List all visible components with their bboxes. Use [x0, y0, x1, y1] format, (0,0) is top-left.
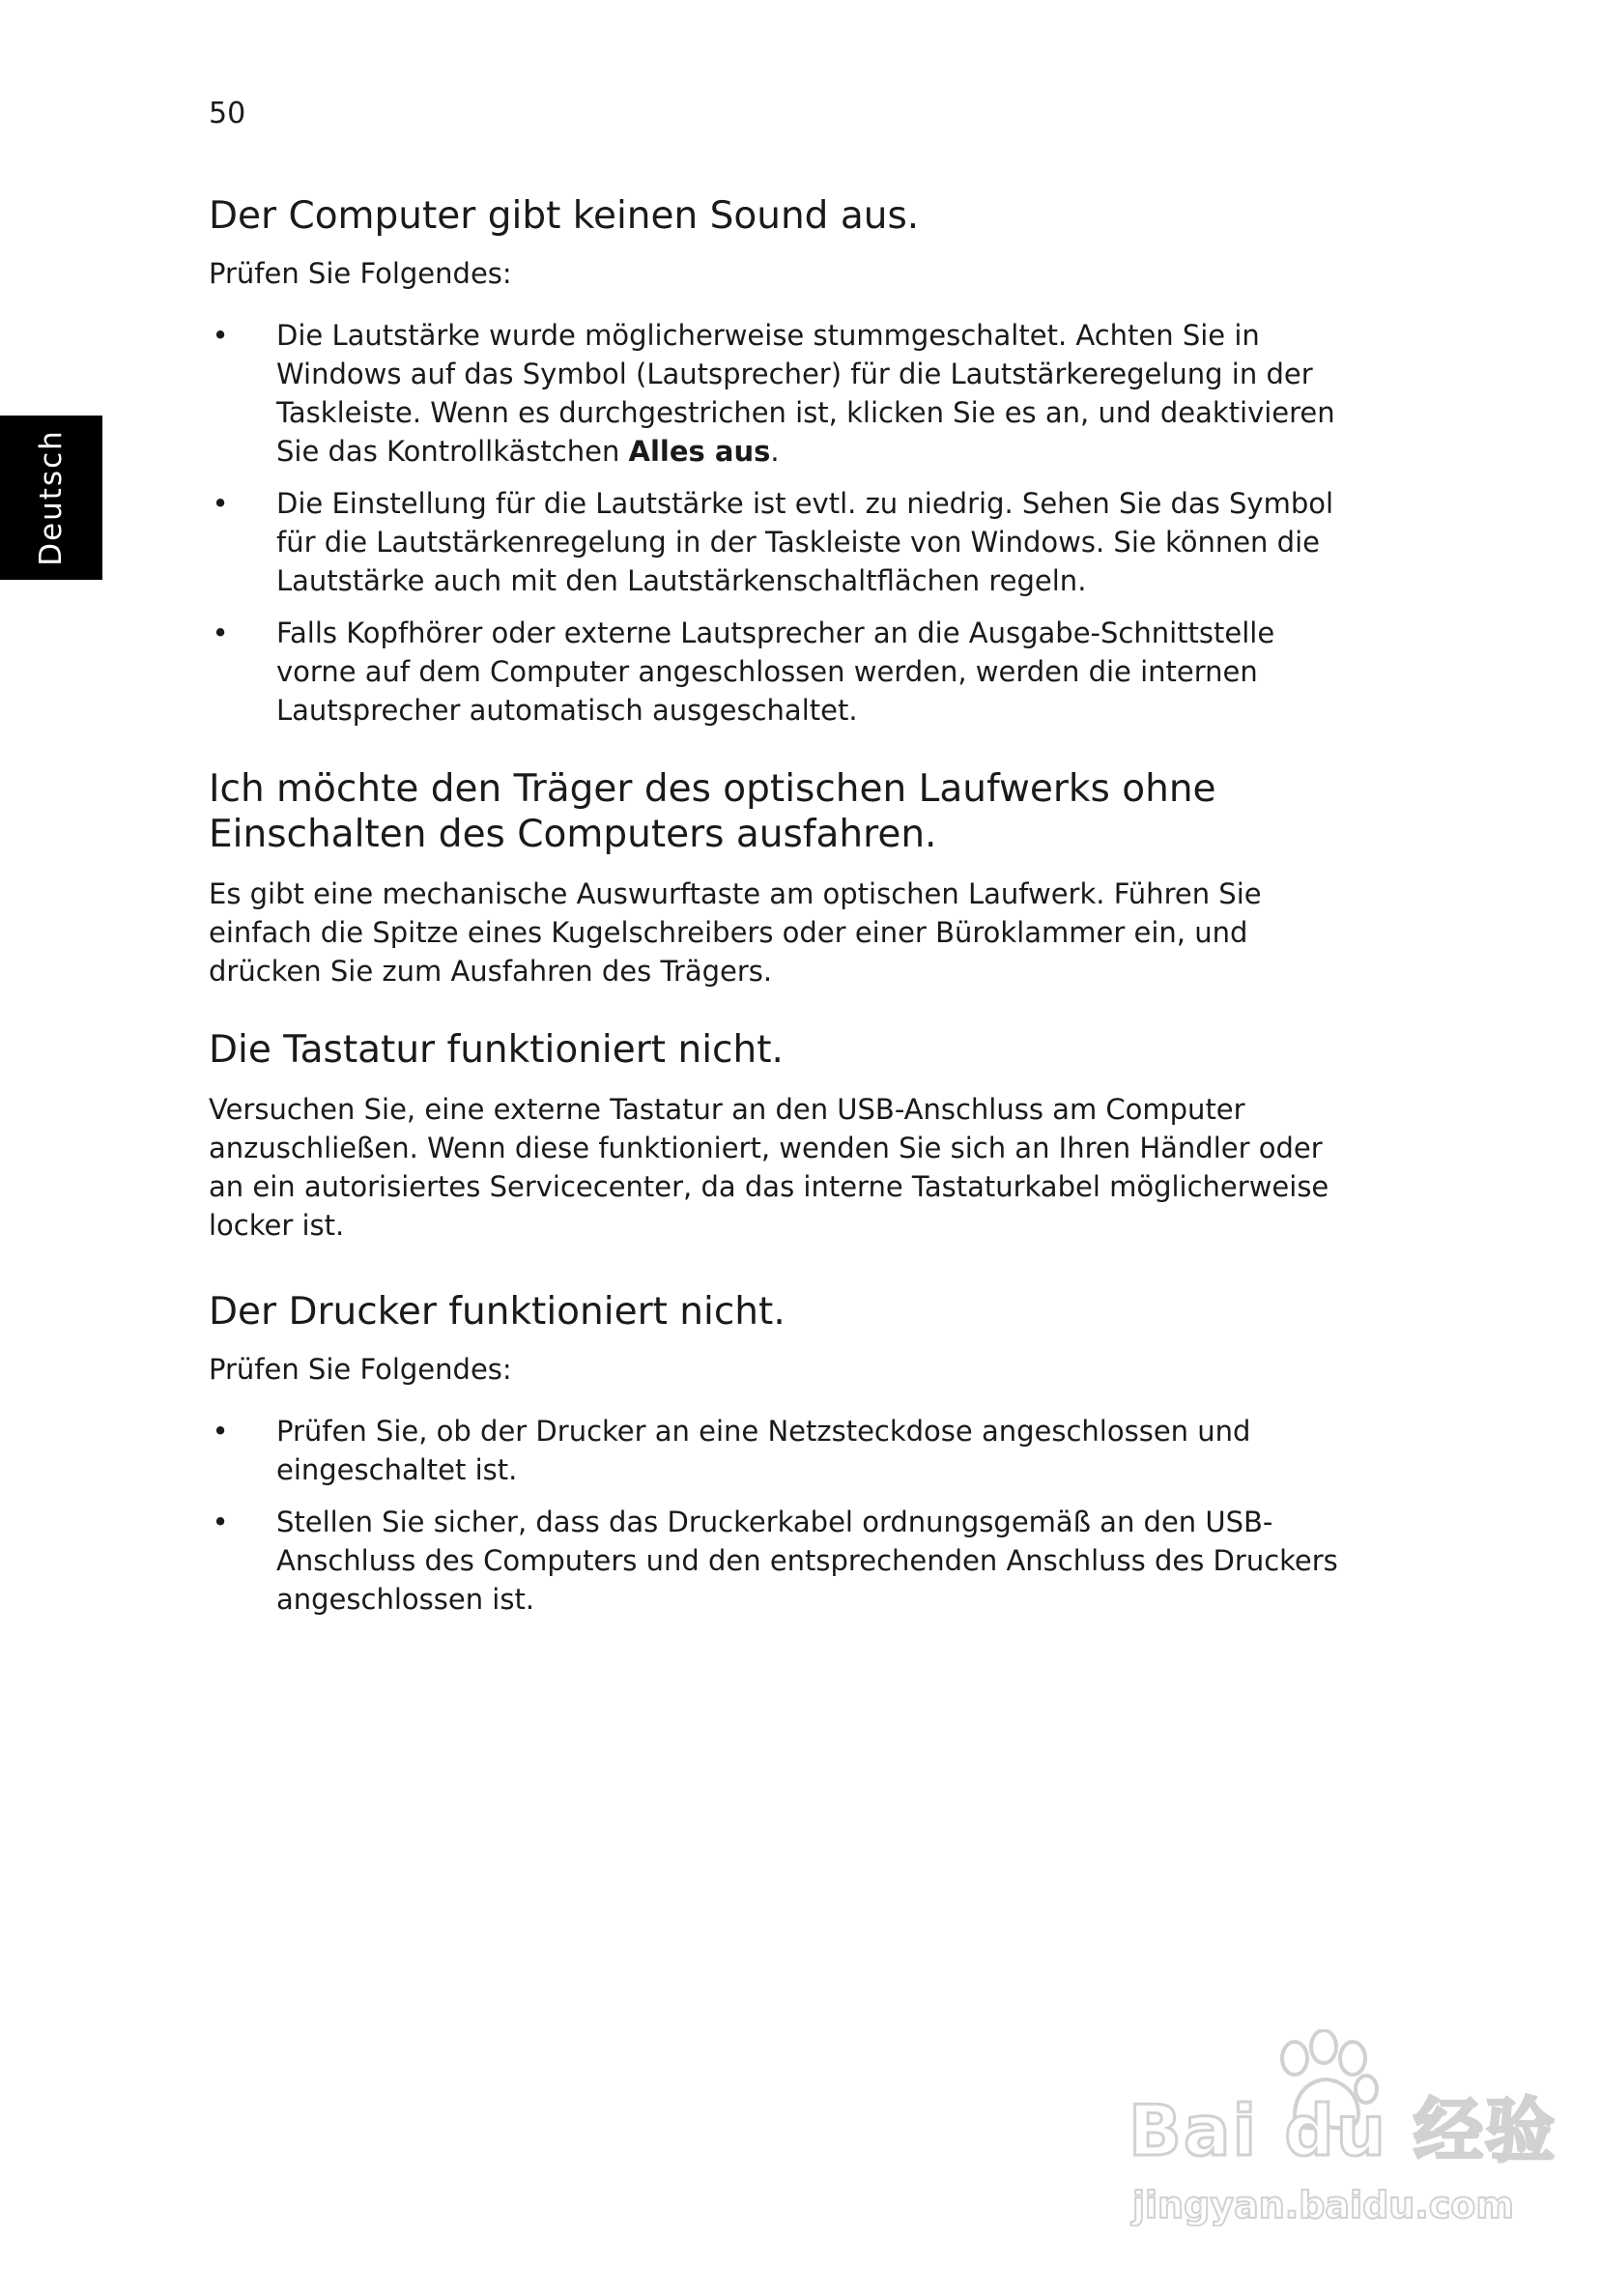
section-heading: Die Tastatur funktioniert nicht.: [209, 1028, 784, 1072]
page-content: [209, 193, 1349, 1632]
section-paragraph: Versuchen Sie, eine externe Tastatur an den USB-Anschluss am Computer anzuschließen. Wenn diese funktioniert, wenden Sie sich an Ihren Händler oder an ein autorisiertes Servicecenter, da das interne Tastaturkabel möglicherweise locker ist.: [209, 1093, 1329, 1242]
section-optical-drive: [209, 766, 1349, 990]
baidu-watermark: [1121, 2029, 1557, 2252]
watermark-url: jingyan.baidu.com: [1132, 2184, 1514, 2226]
bullet-icon: •: [212, 1415, 229, 1448]
section-heading: Der Computer gibt keinen Sound aus.: [209, 194, 920, 238]
section-printer: [209, 1289, 1349, 1619]
list-item-text-end: .: [770, 435, 780, 468]
list-item: [209, 614, 1349, 730]
section-heading: Der Drucker funktioniert nicht.: [209, 1290, 786, 1334]
page-number: 50: [209, 97, 246, 130]
list-item-text: Die Lautstärke wurde möglicherweise stummgeschaltet. Achten Sie in Windows auf das Symbol (Lautsprecher) für die Lautstärkeregelung in der Taskleiste. Wenn es durchgestrichen ist, klicken Sie es an, und deaktivieren Sie das Kontrollkästchen: [276, 319, 1335, 468]
bullet-icon: •: [212, 487, 229, 520]
bullet-list: [209, 316, 1349, 730]
section-keyboard: [209, 1027, 1349, 1245]
list-item-bold-text: Alles aus: [628, 435, 771, 468]
list-item: [209, 1503, 1349, 1619]
list-item-text: Stellen Sie sicher, dass das Druckerkabel ordnungsgemäß an den USB-Anschluss des Computers und den entsprechenden Anschluss des Druckers angeschlossen ist.: [276, 1506, 1338, 1616]
bullet-icon: •: [212, 319, 229, 352]
bullet-icon: •: [212, 617, 229, 649]
section-no-sound: [209, 193, 1349, 730]
list-item-text: Falls Kopfhörer oder externe Lautsprecher an die Ausgabe-Schnittstelle vorne auf dem Computer angeschlossen werden, werden die internen Lautsprecher automatisch ausgeschaltet.: [276, 617, 1275, 727]
section-paragraph: Es gibt eine mechanische Auswurftaste am optischen Laufwerk. Führen Sie einfach die Spitze eines Kugelschreibers oder einer Büroklammer ein, und drücken Sie zum Ausfahren des Trägers.: [209, 877, 1262, 988]
section-intro: Prüfen Sie Folgendes:: [209, 1353, 512, 1386]
list-item: [209, 316, 1349, 471]
section-heading: Ich möchte den Träger des optischen Laufwerks ohne Einschalten des Computers ausfahren.: [209, 767, 1216, 856]
language-side-tab: [0, 416, 102, 580]
list-item-text: Die Einstellung für die Lautstärke ist evtl. zu niedrig. Sehen Sie das Symbol für die Lautstärkenregelung in der Taskleiste von Windows. Sie können die Lautstärke auch mit den Lautstärkenschaltflächen regeln.: [276, 487, 1334, 597]
bullet-list: [209, 1412, 1349, 1619]
list-item: [209, 484, 1349, 600]
list-item-text: Prüfen Sie, ob der Drucker an eine Netzsteckdose angeschlossen und eingeschaltet ist.: [276, 1415, 1251, 1486]
list-item: [209, 1412, 1349, 1489]
watermark-brand: Bai du 经验: [1129, 2090, 1557, 2171]
bullet-icon: •: [212, 1506, 229, 1538]
language-side-tab-label: Deutsch: [34, 429, 69, 566]
section-intro: Prüfen Sie Folgendes:: [209, 257, 512, 290]
